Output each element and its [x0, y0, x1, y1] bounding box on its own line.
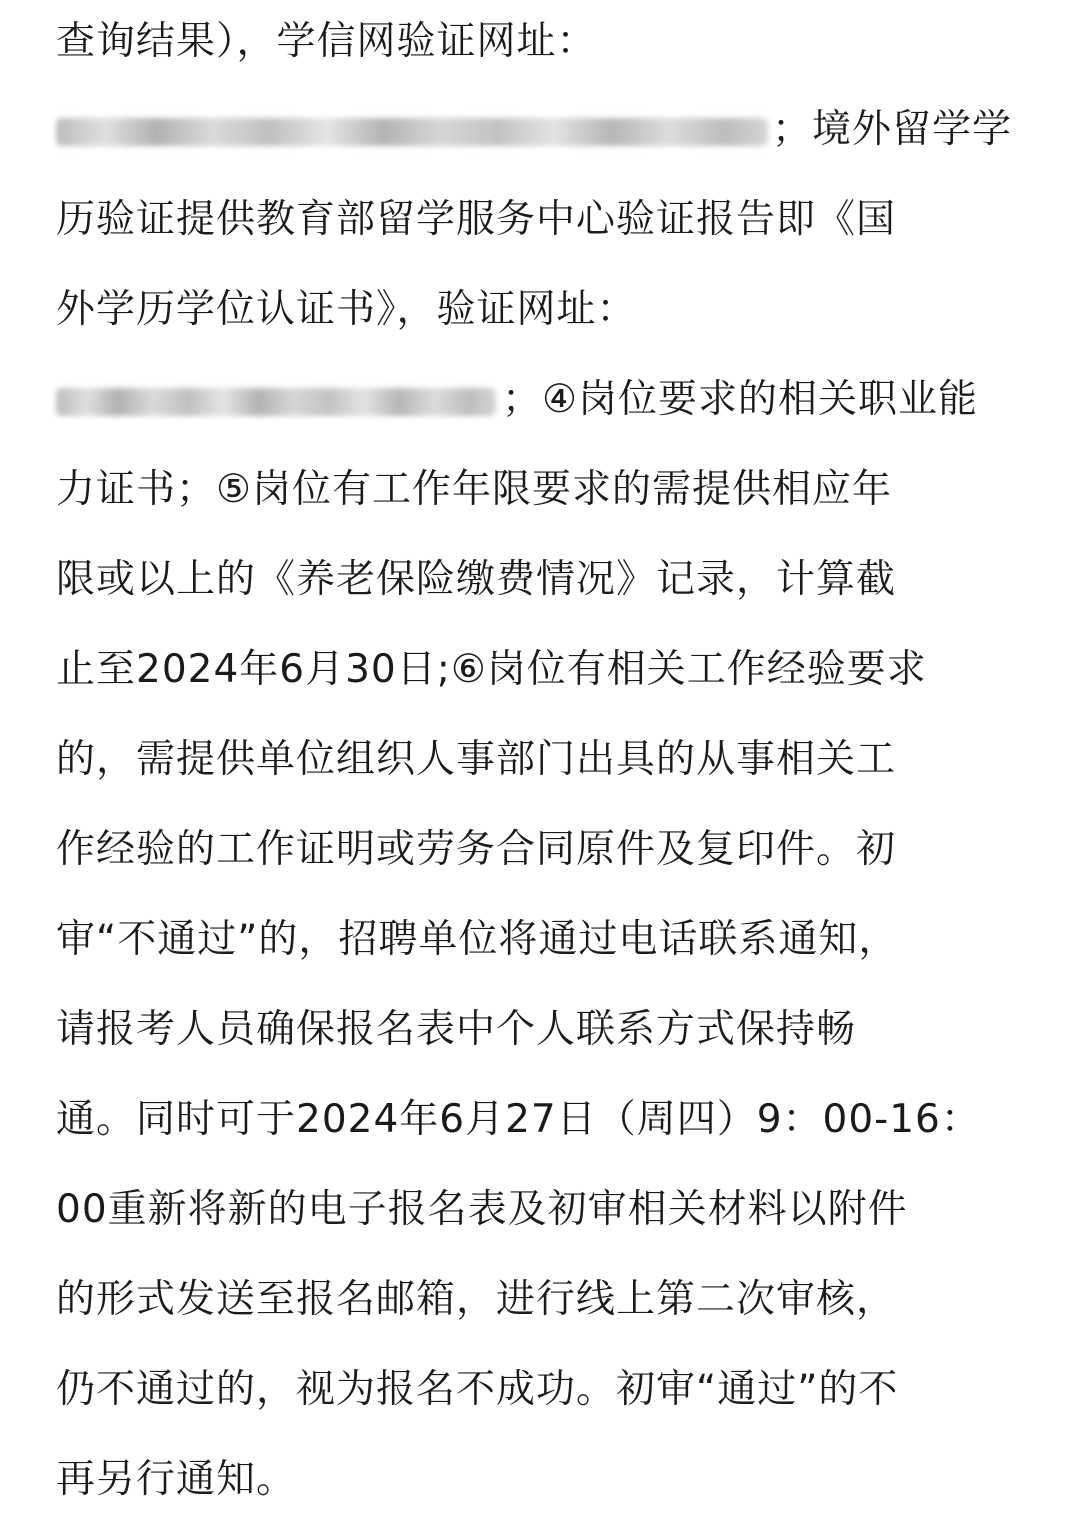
text-line-11: 审“不通过”的，招聘单位将通过电话联系通知， — [56, 917, 899, 962]
text-line-17: 再另行通知。 — [56, 1457, 297, 1502]
redacted-url-2 — [56, 388, 496, 416]
text-line-14: 00重新将新的电子报名表及初审相关材料以附件 — [56, 1187, 908, 1232]
text-line-1: 查询结果），学信网验证网址： — [56, 19, 597, 64]
text-line-15: 的形式发送至报名邮箱，进行线上第二次审核， — [56, 1277, 897, 1322]
text-line-13: 通。同时可于2024年6月27日（周四）9：00-16： — [56, 1097, 981, 1142]
text-line-4: 外学历学位认证书》，验证网址： — [56, 287, 637, 332]
text-line-9: 的，需提供单位组织人事部门出具的从事相关工 — [56, 737, 897, 782]
redacted-url-1 — [56, 118, 768, 146]
text-line-5: ；④岗位要求的相关职业能 — [56, 370, 978, 430]
text-line-12: 请报考人员确保报名表中个人联系方式保持畅 — [56, 1007, 857, 1052]
text-line-16: 仍不通过的，视为报名不成功。初审“通过”的不 — [56, 1367, 899, 1412]
text-line-3: 历验证提供教育部留学服务中心验证报告即《国 — [56, 197, 897, 242]
text-line-2: ；境外留学学 — [56, 100, 1012, 160]
text-line-7: 限或以上的《养老保险缴费情况》记录，计算截 — [56, 557, 897, 602]
text-line-8: 止至2024年6月30日;⑥岗位有相关工作经验要求 — [56, 647, 927, 692]
text-line-6: 力证书；⑤岗位有工作年限要求的需提供相应年 — [56, 467, 892, 512]
text-line-10: 作经验的工作证明或劳务合同原件及复印件。初 — [56, 827, 897, 872]
